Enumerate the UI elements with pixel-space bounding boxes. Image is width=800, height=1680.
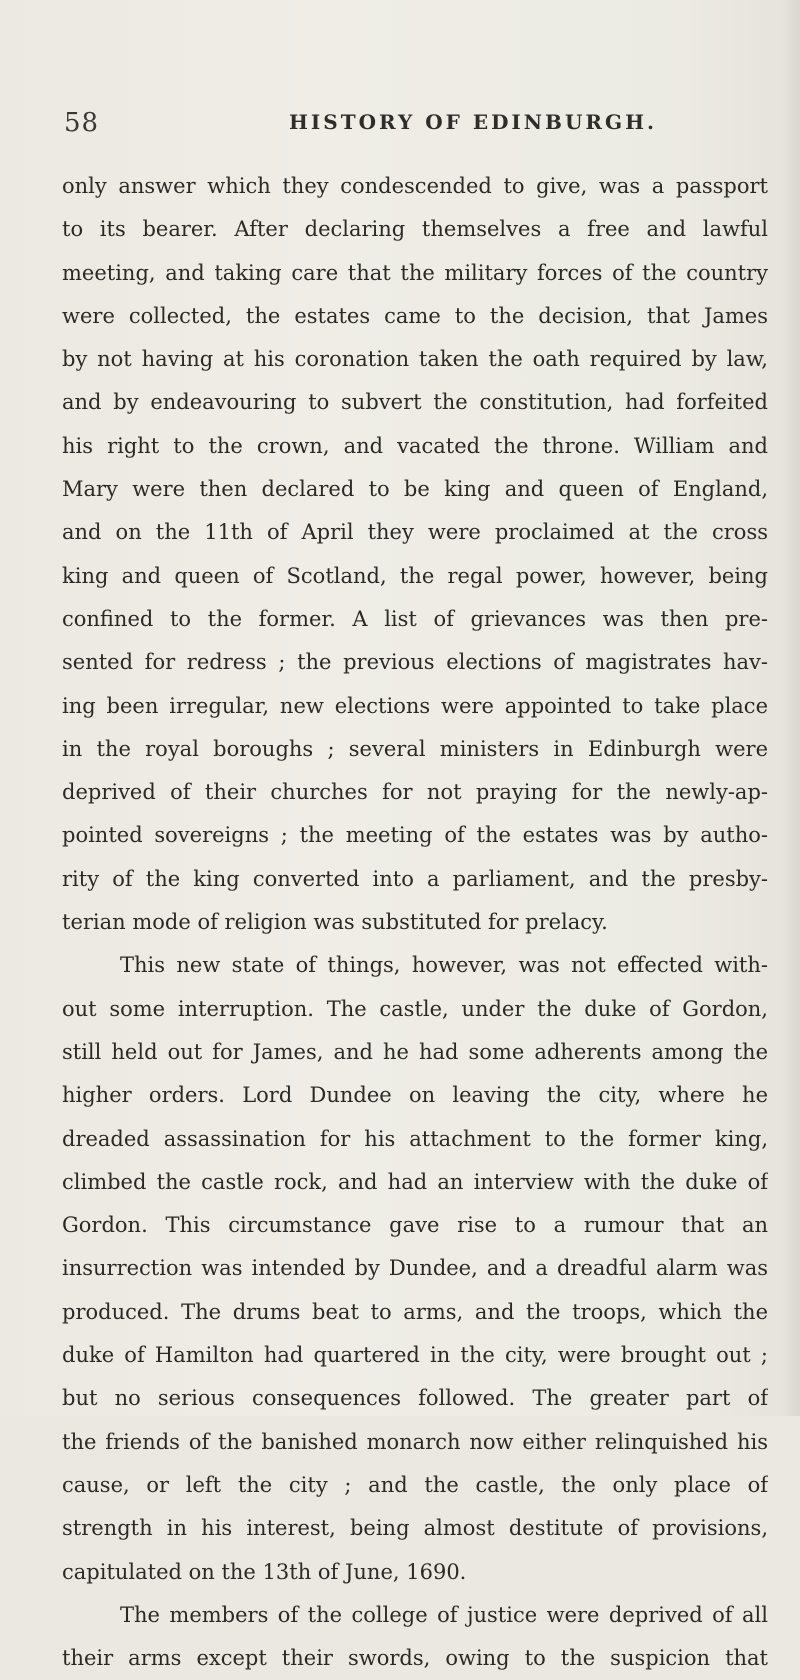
text-line: climbed the castle rock, and had an interview with the duke of <box>62 1169 768 1194</box>
text-line: confined to the former. A list of grievances was then pre- <box>62 606 768 631</box>
text-line: king and queen of Scotland, the regal power, however, being <box>62 563 768 588</box>
body-text <box>62 165 768 1680</box>
page-number: 58 <box>64 108 100 138</box>
text-line: his right to the crown, and vacated the throne. William and <box>62 433 768 458</box>
text-line: and by endeavouring to subvert the constitution, had forfeited <box>62 390 768 415</box>
text-line: by not having at his coronation taken the oath required by law, <box>62 347 768 372</box>
text-line: duke of Hamilton had quartered in the city, were brought out ; <box>62 1343 768 1368</box>
text-line: Gordon. This circumstance gave rise to a rumour that an <box>62 1213 768 1238</box>
text-line: strength in his interest, being almost destitute of provisions, <box>62 1516 768 1541</box>
page-header <box>64 108 764 148</box>
page-edge-shadow <box>782 0 800 1416</box>
text-line: were collected, the estates came to the decision, that James <box>62 303 768 328</box>
text-line: meeting, and taking care that the military forces of the country <box>62 260 768 285</box>
text-line: to its bearer. After declaring themselves a free and lawful <box>62 217 768 242</box>
text-line: in the royal boroughs ; several ministers in Edinburgh were <box>62 736 768 761</box>
text-line: pointed sovereigns ; the meeting of the estates was by autho- <box>62 823 768 848</box>
text-line: deprived of their churches for not praying for the newly-ap- <box>62 780 768 805</box>
text-line: the friends of the banished monarch now either relinquished his <box>62 1429 768 1454</box>
text-line: out some interruption. The castle, under the duke of Gordon, <box>62 996 768 1021</box>
text-line: but no serious consequences followed. The greater part of <box>62 1386 768 1411</box>
text-line: sented for redress ; the previous elections of magistrates hav- <box>62 650 768 675</box>
text-line: Mary were then declared to be king and queen of England, <box>62 477 768 502</box>
text-line: This new state of things, however, was not effected with- <box>120 953 768 978</box>
running-head: HISTORY OF EDINBURGH. <box>289 110 657 134</box>
text-line: insurrection was intended by Dundee, and a dreadful alarm was <box>62 1256 768 1281</box>
text-line: produced. The drums beat to arms, and the troops, which the <box>62 1299 768 1324</box>
text-line: cause, or left the city ; and the castle, the only place of <box>62 1472 768 1497</box>
text-line: their arms except their swords, owing to the suspicion that <box>62 1646 768 1671</box>
text-line: only answer which they condescended to give, was a passport <box>62 174 768 198</box>
text-line: and on the 11th of April they were proclaimed at the cross <box>62 520 768 545</box>
text-line: dreaded assassination for his attachment to the former king, <box>62 1126 768 1151</box>
text-line: higher orders. Lord Dundee on leaving the city, where he <box>62 1083 768 1108</box>
text-line: still held out for James, and he had some adherents among the <box>62 1039 768 1064</box>
text-line: ing been irregular, new elections were appointed to take place <box>62 693 768 718</box>
text-line: terian mode of religion was substituted for prelacy. <box>62 910 608 935</box>
text-line: The members of the college of justice were deprived of all <box>120 1602 768 1627</box>
text-line: capitulated on the 13th of June, 1690. <box>62 1559 467 1584</box>
text-line: rity of the king converted into a parliament, and the presby- <box>62 866 768 891</box>
